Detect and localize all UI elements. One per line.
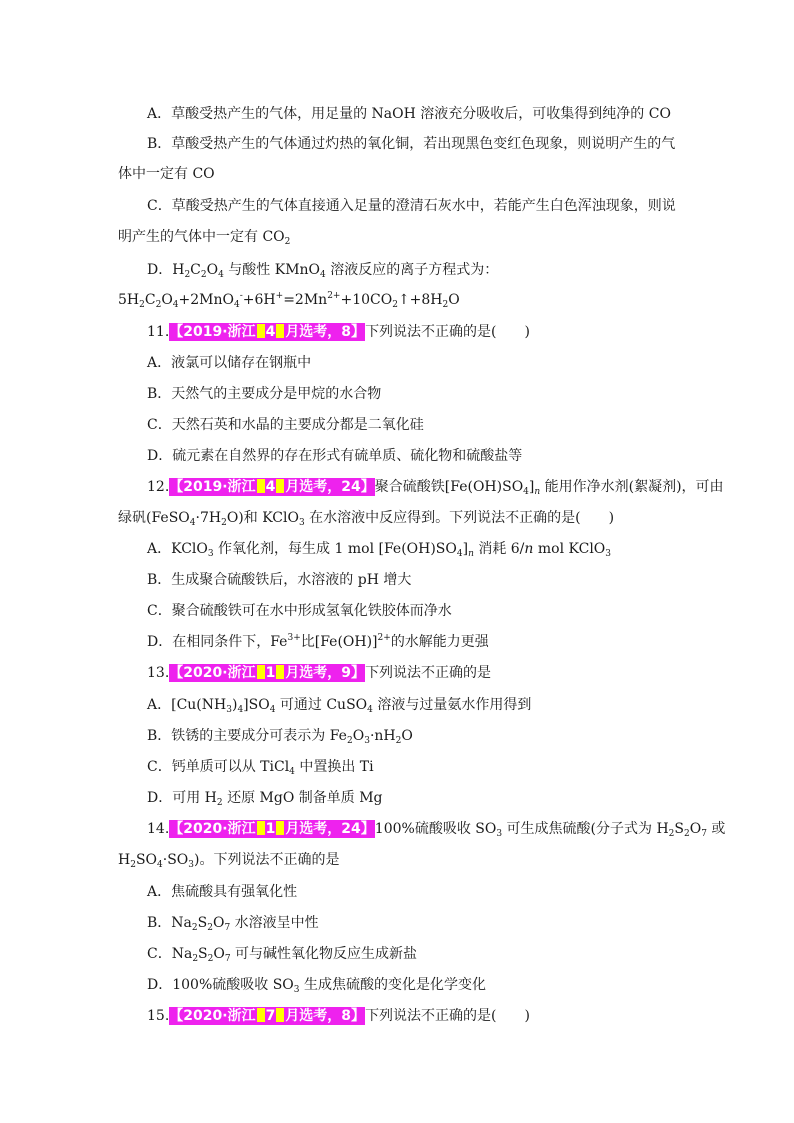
stem-sub: 2: [221, 518, 227, 528]
tag-highlight: [257, 479, 265, 493]
option-sub: 3: [364, 736, 370, 746]
stem-sub: 2: [130, 860, 136, 870]
question-number: 13.: [147, 665, 170, 681]
option-part: D．100%硫酸吸收 SO: [147, 977, 294, 993]
q15-stem: [0, 1006, 794, 1026]
option-part: mol KClO: [533, 541, 606, 557]
tag-highlight: [257, 1008, 265, 1022]
q12-option-b: [0, 570, 794, 590]
option-part: 中置换出 Ti: [294, 759, 374, 775]
q14-stem-line1: [0, 819, 794, 839]
stem-part: ·SO: [162, 852, 189, 868]
eq-sub: 2: [139, 300, 145, 310]
option-part: C．钙单质可以从 TiCl: [147, 759, 290, 775]
eq-sub: 4: [172, 300, 179, 310]
tag-month: 7: [265, 1008, 276, 1024]
stem-sub: 3: [188, 860, 195, 870]
option-text: C．聚合硫酸铁可在水中形成氢氧化铁胶体而净水: [147, 603, 452, 619]
stem-part: )。下列说法不正确的是: [194, 852, 340, 868]
tag-highlight: [276, 1008, 284, 1022]
q13-option-b: [0, 726, 794, 746]
source-tag: [169, 1007, 365, 1025]
option-sub: 4: [367, 705, 373, 715]
question-number: 11.: [147, 324, 170, 340]
stem-part: H: [118, 852, 131, 868]
eq-part: +10CO: [340, 292, 393, 308]
eq-sub: 2: [442, 300, 449, 310]
eq-part: O: [161, 292, 173, 308]
eq-part: C: [144, 292, 156, 308]
stem-sub: 2: [683, 829, 690, 839]
q11-option-c: [0, 415, 794, 435]
option-italic: n: [524, 541, 534, 557]
stem-part: 100%硫酸吸收 SO: [374, 821, 497, 837]
q10-d-sub: 4: [218, 270, 224, 280]
option-part: 消耗 6/: [473, 541, 525, 557]
tag-highlight: [257, 821, 265, 835]
stem-part: ·7H: [195, 510, 222, 526]
option-part: D．可用 H: [147, 790, 217, 806]
option-part: ·nH: [369, 728, 396, 744]
option-part: 生成焦硫酸的变化是化学变化: [299, 977, 486, 993]
option-text: B．天然气的主要成分是甲烷的水合物: [147, 386, 382, 402]
q10-d-part: O: [206, 262, 219, 278]
option-part: 的水解能力更强: [390, 634, 489, 650]
tag-year: 【2020·浙江: [169, 665, 256, 681]
q10-option-c-sub: 2: [284, 237, 291, 247]
q10-d-part: C: [190, 262, 201, 278]
tag-highlight: [276, 324, 284, 338]
option-sup: 3+: [287, 633, 301, 643]
q10-option-b-line2: [0, 164, 794, 184]
q14-option-a: [0, 882, 794, 902]
option-part: B．Na: [147, 915, 192, 931]
option-sub: 3: [605, 549, 612, 559]
option-text: D．硫元素在自然界的存在形式有硫单质、硫化物和硫酸盐等: [147, 448, 523, 464]
q10-option-b-text1: B．草酸受热产生的气体通过灼热的氧化铜，若出现黑色变红色现象，则说明产生的气: [147, 136, 676, 152]
eq-sub: 2: [155, 300, 162, 310]
q10-d-part: D．H: [147, 262, 185, 278]
q12-stem-line1: [0, 477, 794, 497]
option-sub: 4: [456, 549, 463, 559]
q10-option-b-text2: 体中一定有 CO: [118, 166, 215, 182]
q10-option-c-line1: [0, 196, 794, 216]
q13-option-c: [0, 757, 794, 777]
stem-sub: 7: [701, 829, 707, 839]
stem-part: ]: [528, 479, 535, 495]
option-sub: 2: [207, 923, 213, 933]
q10-option-c-text2: 明产生的气体中一定有 CO: [118, 229, 285, 245]
stem-sub: 4: [189, 518, 196, 528]
tag-month: 4: [265, 324, 276, 340]
option-sub: 2: [191, 923, 198, 933]
option-part: S: [198, 946, 208, 962]
source-tag: [169, 664, 365, 682]
option-part: ]SO: [243, 697, 270, 713]
option-sub: 4: [237, 705, 244, 715]
q11-option-d: [0, 446, 794, 466]
q13-stem: [0, 663, 794, 683]
option-sub: 3: [207, 549, 214, 559]
option-part: 作氧化剂，每生成 1 mol [Fe(OH)SO: [213, 541, 457, 557]
q14-stem-line2: [0, 850, 794, 870]
option-text: A．液氯可以储存在钢瓶中: [147, 355, 312, 371]
stem-part: 绿矾(FeSO: [118, 510, 190, 526]
source-tag: [169, 323, 365, 341]
eq-sup: -: [239, 291, 243, 301]
eq-part: +6H: [242, 292, 276, 308]
option-sub: 2: [207, 954, 214, 964]
tag-highlight: [257, 665, 265, 679]
q10-d-sub: 4: [320, 270, 326, 280]
option-sup: 2+: [377, 633, 391, 643]
option-sub: 2: [346, 736, 353, 746]
stem-part: 或: [706, 821, 726, 837]
option-part: 溶液与过量氨水作用得到: [372, 697, 532, 713]
tag-rest: 月选考，24】: [285, 479, 375, 495]
tag-year: 【2019·浙江: [169, 479, 256, 495]
tag-highlight: [276, 479, 284, 493]
q12-option-c: [0, 601, 794, 621]
option-text: B．生成聚合硫酸铁后，水溶液的 pH 增大: [147, 572, 412, 588]
option-part: 比[Fe(OH)]: [300, 634, 378, 650]
option-part: D．在相同条件下，Fe: [147, 634, 288, 650]
option-part: O: [213, 946, 225, 962]
eq-sup: 2+: [327, 291, 341, 301]
question-stem: 下列说法不正确的是( ): [365, 1008, 530, 1024]
q10-option-c-text1: C．草酸受热产生的气体直接通入足量的澄清石灰水中，若能产生白色浑浊现象，则说: [147, 198, 676, 214]
option-part: 可与碱性氧化物反应生成新盐: [230, 946, 418, 962]
q12-option-d: [0, 632, 794, 652]
option-part: 水溶液呈中性: [230, 915, 319, 931]
q11-option-a: [0, 353, 794, 373]
tag-rest: 月选考，8】: [285, 1008, 366, 1024]
stem-sub: 3: [298, 518, 305, 528]
option-part: O: [352, 728, 365, 744]
option-sub: 2: [192, 954, 199, 964]
option-text: C．天然石英和水晶的主要成分都是二氧化硅: [147, 417, 424, 433]
option-sub: 7: [224, 954, 231, 964]
tag-year: 【2020·浙江: [169, 821, 256, 837]
option-part: A．KClO: [147, 541, 208, 557]
q14-option-b: [0, 913, 794, 933]
tag-rest: 月选考，9】: [285, 665, 366, 681]
tag-year: 【2019·浙江: [169, 324, 256, 340]
q11-stem: [0, 322, 794, 342]
option-sub: 7: [224, 923, 231, 933]
question-number: 15.: [147, 1008, 170, 1024]
stem-sub: 4: [157, 860, 163, 870]
stem-part: S: [674, 821, 684, 837]
q14-option-d: [0, 975, 794, 995]
tag-month: 4: [265, 479, 276, 495]
question-number: 12.: [147, 479, 170, 495]
stem-part: 在水溶液中反应得到。下列说法不正确的是( ): [304, 510, 615, 526]
tag-rest: 月选考，8】: [285, 324, 366, 340]
option-sub: 3: [226, 705, 232, 715]
stem-part: 能用作净水剂(絮凝剂)，可由: [540, 479, 724, 495]
q10-option-a-text: A．草酸受热产生的气体，用足量的 NaOH 溶液充分吸收后，可收集得到纯净的 CO: [147, 106, 671, 122]
option-sub: 2: [395, 736, 402, 746]
tag-month: 1: [265, 821, 276, 837]
q10-option-b-line1: [0, 134, 794, 154]
eq-part: 5H: [118, 292, 140, 308]
question-stem: 下列说法不正确的是( ): [365, 324, 530, 340]
eq-part: =2Mn: [283, 292, 328, 308]
stem-sub: 4: [523, 487, 529, 497]
q13-option-d: [0, 788, 794, 808]
q10-d-sub: 2: [184, 270, 191, 280]
q10-option-a: [0, 104, 794, 124]
eq-part: ↑+8H: [397, 292, 443, 308]
q10-d-sub: 2: [200, 270, 207, 280]
option-part: 还原 MgO 制备单质 Mg: [222, 790, 383, 806]
q13-option-a: [0, 695, 794, 715]
tag-rest: 月选考，24】: [285, 821, 375, 837]
option-part: A．[Cu(NH: [147, 697, 227, 713]
source-tag: [169, 820, 375, 838]
stem-sub: 2: [668, 829, 675, 839]
option-part: O: [401, 728, 413, 744]
option-part: O: [212, 915, 225, 931]
tag-highlight: [257, 324, 265, 338]
tag-year: 【2020·浙江: [169, 1008, 256, 1024]
stem-sub: 3: [496, 829, 503, 839]
q11-option-b: [0, 384, 794, 404]
eq-part: +2MnO: [178, 292, 234, 308]
eq-part: O: [448, 292, 460, 308]
tag-highlight: [276, 821, 284, 835]
stem-part: 可生成焦硫酸(分子式为 H: [502, 821, 669, 837]
option-sub: n: [468, 549, 474, 559]
stem-sub: n: [534, 487, 541, 497]
q10-option-d: [0, 260, 794, 280]
eq-sub: 4: [234, 300, 240, 310]
eq-sub: 2: [392, 300, 398, 310]
question-number: 14.: [147, 821, 170, 837]
q10-ionic-equation: [0, 290, 794, 310]
q10-d-part: 与酸性 KMnO: [223, 262, 321, 278]
q14-option-c: [0, 944, 794, 964]
option-sub: 3: [293, 985, 300, 995]
stem-part: SO: [135, 852, 158, 868]
option-part: C．Na: [147, 946, 193, 962]
option-text: A．焦硫酸具有强氧化性: [147, 884, 298, 900]
source-tag: [169, 478, 375, 496]
tag-highlight: [276, 665, 284, 679]
option-part: B．铁锈的主要成分可表示为 Fe: [147, 728, 347, 744]
option-part: S: [197, 915, 208, 931]
option-part: ): [231, 697, 238, 713]
option-part: ]: [462, 541, 469, 557]
option-sub: 4: [289, 767, 295, 777]
stem-part: 聚合硫酸铁[Fe(OH)SO: [374, 479, 524, 495]
q12-option-a: [0, 539, 794, 559]
stem-part: O: [689, 821, 702, 837]
q10-option-c-line2: [0, 227, 794, 247]
option-sub: 4: [269, 705, 276, 715]
option-sub: 2: [216, 798, 223, 808]
tag-month: 1: [265, 665, 276, 681]
q12-stem-line2: [0, 508, 794, 528]
question-stem: 下列说法不正确的是: [365, 665, 492, 681]
q10-d-part: 溶液反应的离子方程式为：: [325, 262, 499, 278]
stem-part: O)和 KClO: [226, 510, 299, 526]
option-part: 可通过 CuSO: [275, 697, 368, 713]
eq-sup: +: [275, 291, 284, 301]
